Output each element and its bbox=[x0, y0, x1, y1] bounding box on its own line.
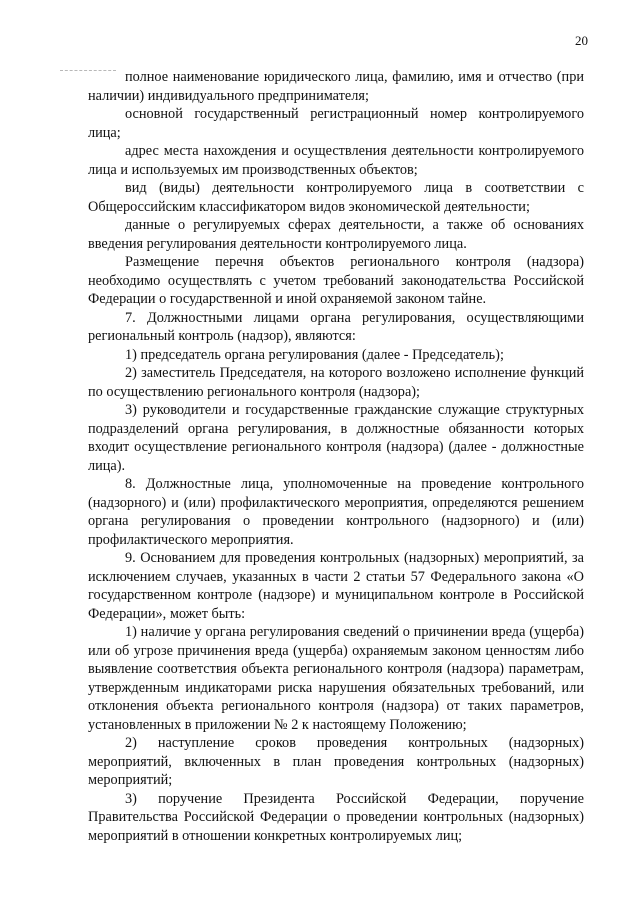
paragraph-address: адрес места нахождения и осуществления деятельности контролируемого лица и используемых им производственных объектов; bbox=[88, 143, 584, 178]
paragraph-section-8: 8. Должностные лица, уполномоченные на проведение контрольного (надзорного) и (или) профилактического мероприятия, определяются решением органа регулирования о проведении контрольного (надзорного) и (или) профилактического мероприятия. bbox=[88, 476, 584, 548]
paragraph-7-item-1: 1) председатель органа регулирования (далее - Председатель); bbox=[125, 346, 504, 363]
paragraph-7-item-3: 3) руководители и государственные гражданские служащие структурных подразделений органа регулирования, в должностные обязанности которых входит осуществление регионального контроля (надзора) (далее - должностные лица). bbox=[88, 402, 584, 474]
paragraph-list-placement: Размещение перечня объектов регионального контроля (надзора) необходимо осуществлять с учетом требований законодательства Российской Федерации о государственной и иной охраняемой законом тайне. bbox=[88, 254, 584, 307]
paragraph-section-7: 7. Должностными лицами органа регулирования, осуществляющими региональный контроль (надзор), являются: bbox=[88, 309, 584, 344]
document-body bbox=[88, 68, 584, 845]
page-number: 20 bbox=[575, 33, 588, 48]
paragraph-9-item-1: 1) наличие у органа регулирования сведений о причинении вреда (ущерба) или об угрозе причинения вреда (ущерба) охраняемым законом ценностям либо выявление соответствия объекта регионального контроля (надзора) параметрам, утвержденным индикаторами риска нарушения обязательных требований, или отклонения объекта регионального контроля (надзора) от таких параметров, установленных в приложении № 2 к настоящему Положению; bbox=[88, 624, 584, 733]
paragraph-7-item-2: 2) заместитель Председателя, на которого возложено исполнение функций по осуществлению регионального контроля (надзора); bbox=[88, 365, 584, 400]
paragraph-full-name: полное наименование юридического лица, фамилию, имя и отчество (при наличии) индивидуального предпринимателя; bbox=[88, 69, 584, 104]
paragraph-activity-type: вид (виды) деятельности контролируемого лица в соответствии с Общероссийским классификатором видов экономической деятельности; bbox=[88, 180, 584, 215]
paragraph-9-item-3: 3) поручение Президента Российской Федерации, поручение Правительства Российской Федерации о проведении контрольных (надзорных) мероприятий в отношении конкретных контролируемых лиц; bbox=[88, 790, 584, 844]
paragraph-9-item-2: 2) наступление сроков проведения контрольных (надзорных) мероприятий, включенных в план проведения контрольных (надзорных) мероприятий; bbox=[88, 735, 584, 788]
paragraph-section-9: 9. Основанием для проведения контрольных (надзорных) мероприятий, за исключением случаев, указанных в части 2 статьи 57 Федерального закона «О государственном контроле (надзоре) и муниципальном контроле в Российской Федерации», может быть: bbox=[88, 550, 584, 622]
paragraph-regulated-spheres: данные о регулируемых сферах деятельности, а также об основаниях введения регулирования деятельности контролируемого лица. bbox=[88, 217, 584, 252]
paragraph-registration-number: основной государственный регистрационный номер контролируемого лица; bbox=[88, 106, 584, 141]
